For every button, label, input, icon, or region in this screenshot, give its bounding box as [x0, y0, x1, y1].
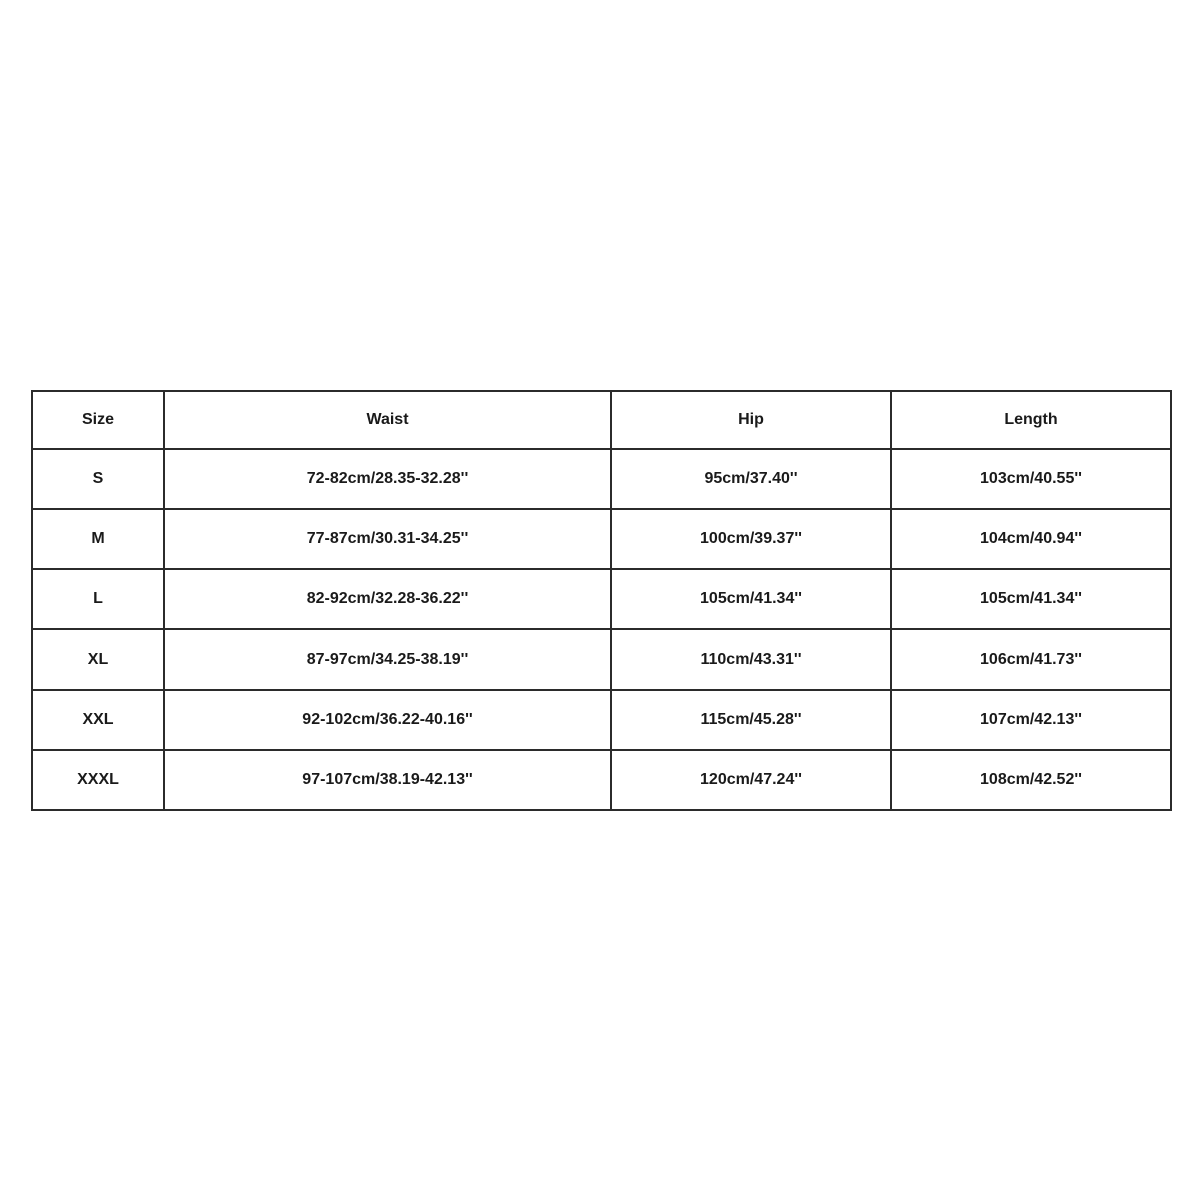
cell-hip: 120cm/47.24''	[611, 750, 891, 810]
cell-length: 107cm/42.13''	[891, 690, 1171, 750]
cell-length: 105cm/41.34''	[891, 569, 1171, 629]
cell-length: 104cm/40.94''	[891, 509, 1171, 569]
cell-size: M	[32, 509, 164, 569]
table-row	[32, 629, 1171, 689]
cell-size: XXXL	[32, 750, 164, 810]
header-waist: Waist	[164, 391, 611, 449]
cell-length: 103cm/40.55''	[891, 449, 1171, 509]
cell-hip: 115cm/45.28''	[611, 690, 891, 750]
cell-size: XL	[32, 629, 164, 689]
cell-waist: 77-87cm/30.31-34.25''	[164, 509, 611, 569]
table-row	[32, 750, 1171, 810]
header-length: Length	[891, 391, 1171, 449]
table-row	[32, 449, 1171, 509]
table-row	[32, 569, 1171, 629]
cell-waist: 72-82cm/28.35-32.28''	[164, 449, 611, 509]
cell-size: S	[32, 449, 164, 509]
cell-waist: 82-92cm/32.28-36.22''	[164, 569, 611, 629]
cell-hip: 95cm/37.40''	[611, 449, 891, 509]
table-row	[32, 690, 1171, 750]
header-size: Size	[32, 391, 164, 449]
cell-size: L	[32, 569, 164, 629]
cell-waist: 92-102cm/36.22-40.16''	[164, 690, 611, 750]
cell-length: 106cm/41.73''	[891, 629, 1171, 689]
table-header-row	[32, 391, 1171, 449]
cell-length: 108cm/42.52''	[891, 750, 1171, 810]
cell-waist: 87-97cm/34.25-38.19''	[164, 629, 611, 689]
cell-size: XXL	[32, 690, 164, 750]
table-row	[32, 509, 1171, 569]
cell-hip: 100cm/39.37''	[611, 509, 891, 569]
cell-waist: 97-107cm/38.19-42.13''	[164, 750, 611, 810]
size-chart-table	[31, 390, 1172, 811]
cell-hip: 110cm/43.31''	[611, 629, 891, 689]
header-hip: Hip	[611, 391, 891, 449]
cell-hip: 105cm/41.34''	[611, 569, 891, 629]
